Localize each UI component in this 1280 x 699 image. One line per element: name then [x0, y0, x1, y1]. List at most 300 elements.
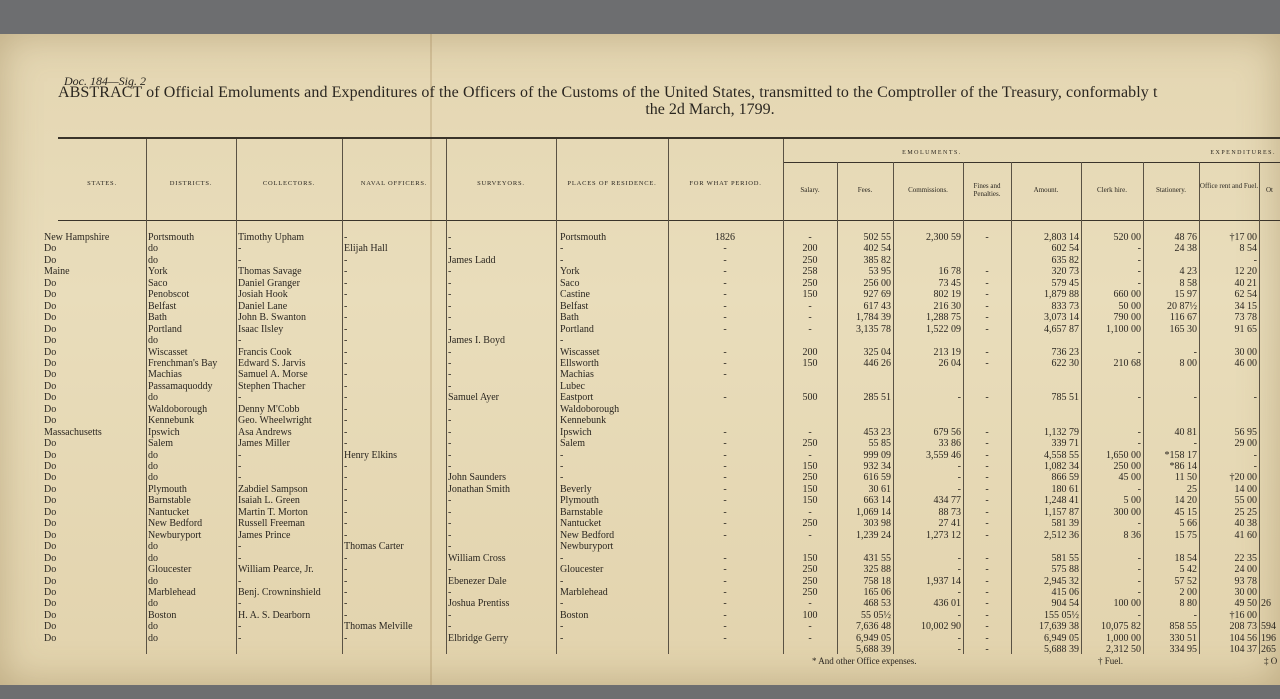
cell-place: Boston [560, 609, 589, 621]
cell-clerk-hire: 1,100 00 [1106, 323, 1141, 335]
cell-stationery: 20 87½ [1167, 300, 1197, 312]
cell-naval-officer: - [344, 564, 348, 576]
cell-collector: Geo. Wheelwright [238, 415, 312, 427]
cell-surveyor: - [448, 346, 452, 358]
cell-fines: - [985, 266, 989, 278]
cell-period: - [723, 426, 727, 438]
cell-clerk-hire: - [1137, 609, 1141, 621]
cell-salary: 200 [802, 346, 818, 358]
cell-stationery: 25 [1187, 483, 1197, 495]
cell-fines: - [985, 277, 989, 289]
cell-district: Salem [148, 438, 173, 450]
cell-commissions: - [957, 632, 961, 644]
cell-amount: 602 54 [1051, 243, 1079, 255]
cell-clerk-hire: - [1137, 575, 1141, 587]
cell-state: Do [44, 335, 57, 347]
cell-other: 26 [1261, 598, 1271, 610]
cell-collector: - [238, 449, 242, 461]
cell-stationery: 57 52 [1174, 575, 1197, 587]
cell-state: Do [44, 380, 57, 392]
cell-stationery: 11 50 [1174, 472, 1197, 484]
cell-place: Portland [560, 323, 594, 335]
cell-stationery: 48 76 [1174, 232, 1197, 243]
cell-fees: 446 26 [863, 357, 891, 369]
cell-state: Do [44, 472, 57, 484]
cell-salary: 258 [802, 266, 818, 278]
cell-place: Eastport [560, 392, 594, 404]
cell-collector: - [238, 598, 242, 610]
cell-fines: - [985, 495, 989, 507]
cell-amount: 1,132 79 [1044, 426, 1079, 438]
cell-state: Do [44, 552, 57, 564]
header-states: STATES. [87, 180, 117, 187]
cell-naval-officer: - [344, 323, 348, 335]
cell-surveyor: - [448, 621, 452, 633]
cell-commissions: 436 01 [933, 598, 961, 610]
cell-surveyor: - [448, 426, 452, 438]
cell-naval-officer: - [344, 518, 348, 530]
cell-place: Bath [560, 312, 579, 324]
cell-district: Bath [148, 312, 167, 324]
cell-clerk-hire: 50 00 [1118, 300, 1141, 312]
cell-commissions: - [957, 472, 961, 484]
cell-period: - [723, 449, 727, 461]
cell-amount: 736 23 [1051, 346, 1079, 358]
cell-collector: Timothy Upham [238, 232, 305, 243]
cell-district: Passamaquoddy [148, 380, 213, 392]
cell-state: Do [44, 289, 57, 301]
table-row [0, 381, 1280, 392]
table-row [0, 495, 1280, 506]
cell-collector: Benj. Crowninshield [238, 586, 321, 598]
cell-commissions: 802 19 [933, 289, 961, 301]
cell-district: Waldoborough [148, 403, 208, 415]
cell-fines: - [985, 289, 989, 301]
cell-surveyor: - [448, 266, 452, 278]
cell-commissions: - [957, 644, 961, 656]
cell-naval-officer: - [344, 357, 348, 369]
cell-amount: 320 73 [1051, 266, 1079, 278]
table-row [0, 415, 1280, 426]
cell-office-rent: 12 20 [1234, 266, 1257, 278]
cell-collector: Daniel Granger [238, 277, 300, 289]
table-title-date: the 2d March, 1799. [645, 101, 775, 118]
cell-stationery: 5 66 [1179, 518, 1197, 530]
table-row [0, 289, 1280, 300]
cell-surveyor: - [448, 403, 452, 415]
cell-fines: - [985, 518, 989, 530]
cell-place: Waldoborough [560, 403, 620, 415]
cell-fees: 165 06 [863, 586, 891, 598]
cell-district: New Bedford [148, 518, 203, 530]
cell-naval-officer: - [344, 506, 348, 518]
cell-office-rent: 40 38 [1234, 518, 1257, 530]
cell-period: - [723, 632, 727, 644]
cell-fees: 932 34 [863, 461, 891, 472]
cell-commissions: 1,288 75 [926, 312, 961, 324]
cell-collector: - [238, 335, 242, 347]
footnote-double-dagger: ‡ O [1264, 656, 1278, 666]
cell-salary: - [808, 449, 812, 461]
cell-naval-officer: - [344, 586, 348, 598]
cell-surveyor: Samuel Ayer [448, 392, 500, 404]
cell-salary: - [808, 312, 812, 324]
cell-surveyor: - [448, 277, 452, 289]
cell-surveyor: - [448, 323, 452, 335]
cell-place: - [560, 598, 564, 610]
cell-clerk-hire: - [1137, 243, 1141, 255]
cell-place: Ellsworth [560, 357, 599, 369]
cell-place: - [560, 472, 564, 484]
cell-salary: 200 [802, 243, 818, 255]
cell-state: Do [44, 529, 57, 541]
cell-amount: 1,248 41 [1044, 495, 1079, 507]
cell-amount: 904 54 [1051, 598, 1079, 610]
cell-commissions: - [957, 392, 961, 404]
cell-commissions: 33 86 [938, 438, 961, 450]
cell-fees: 7,636 48 [856, 621, 891, 633]
cell-collector: Russell Freeman [238, 518, 305, 530]
cell-district: do [148, 392, 158, 404]
cell-office-rent: 25 25 [1234, 506, 1257, 518]
cell-district: do [148, 621, 158, 633]
cell-fines: - [985, 552, 989, 564]
cell-amount: 6,949 05 [1044, 632, 1079, 644]
cell-collector: Denny M'Cobb [238, 403, 300, 415]
cell-fees: 999 09 [863, 449, 891, 461]
cell-salary: 250 [802, 586, 818, 598]
cell-period: - [723, 243, 727, 255]
cell-period: - [723, 254, 727, 266]
cell-collector: - [238, 243, 242, 255]
header-salary: Salary. [800, 186, 820, 194]
cell-stationery: 2 00 [1179, 586, 1197, 598]
cell-district: Barnstable [148, 495, 191, 507]
table-title: ABSTRACT of Official Emoluments and Expenditures of the Officers of the Customs of the United States, transmitted to the Comptroller of the Treasury, conformably t [58, 84, 1158, 101]
cell-state: Do [44, 300, 57, 312]
cell-surveyor: - [448, 232, 452, 243]
table-row [0, 335, 1280, 346]
cell-salary: 150 [802, 552, 818, 564]
table-row [0, 450, 1280, 461]
cell-office-rent: †20 00 [1229, 472, 1257, 484]
header-commissions: Commissions. [908, 186, 948, 194]
cell-fees: 616 59 [863, 472, 891, 484]
header-bottom-rule [58, 220, 1280, 221]
cell-stationery: 5 42 [1179, 564, 1197, 576]
cell-state: Do [44, 449, 57, 461]
cell-commissions: 10,002 90 [921, 621, 961, 633]
cell-district: Wiscasset [148, 346, 188, 358]
cell-fees: 30 61 [868, 483, 891, 495]
cell-office-rent: - [1253, 461, 1257, 472]
cell-surveyor: - [448, 495, 452, 507]
cell-salary: 500 [802, 392, 818, 404]
cell-period: - [723, 586, 727, 598]
table-row [0, 507, 1280, 518]
cell-collector: - [238, 254, 242, 266]
cell-clerk-hire: 2,312 50 [1106, 644, 1141, 656]
cell-place: Plymouth [560, 495, 599, 507]
document-page [0, 34, 1280, 685]
cell-office-rent: - [1253, 449, 1257, 461]
cell-salary: 250 [802, 518, 818, 530]
cell-period: - [723, 506, 727, 518]
cell-salary: 250 [802, 277, 818, 289]
cell-fees: 1,784 39 [856, 312, 891, 324]
cell-period: - [723, 529, 727, 541]
cell-amount: 1,879 88 [1044, 289, 1079, 301]
cell-surveyor: - [448, 564, 452, 576]
cell-collector: Josiah Hook [238, 289, 288, 301]
cell-amount: 415 06 [1051, 586, 1079, 598]
cell-surveyor: - [448, 609, 452, 621]
cell-district: Newburyport [148, 529, 202, 541]
cell-surveyor: Jonathan Smith [448, 483, 510, 495]
header-stationery: Stationery. [1155, 186, 1187, 194]
table-row [0, 347, 1280, 358]
cell-naval-officer: - [344, 472, 348, 484]
cell-surveyor: - [448, 357, 452, 369]
table-row [0, 358, 1280, 369]
cell-naval-officer: - [344, 598, 348, 610]
cell-surveyor: - [448, 415, 452, 427]
cell-state: New Hampshire [44, 232, 110, 243]
table-row [0, 312, 1280, 323]
table-row [0, 633, 1280, 644]
cell-district: do [148, 335, 158, 347]
cell-state: Do [44, 323, 57, 335]
cell-clerk-hire: 100 00 [1113, 598, 1141, 610]
cell-fees: 663 14 [863, 495, 891, 507]
cell-district: Marblehead [148, 586, 196, 598]
cell-salary: 150 [802, 357, 818, 369]
cell-stationery: 40 81 [1174, 426, 1197, 438]
cell-stationery: 334 95 [1169, 644, 1197, 656]
cell-office-rent: 34 15 [1234, 300, 1257, 312]
cell-state: Massachusetts [44, 426, 102, 438]
header-districts: DISTRICTS. [169, 180, 213, 187]
cell-commissions: 679 56 [933, 426, 961, 438]
cell-office-rent: 14 00 [1234, 483, 1257, 495]
cell-office-rent: 46 00 [1234, 357, 1257, 369]
cell-other: 594 [1261, 621, 1276, 633]
cell-fees: 927 69 [863, 289, 891, 301]
cell-amount: 17,639 38 [1039, 621, 1079, 633]
cell-office-rent: 29 00 [1234, 438, 1257, 450]
cell-period: - [723, 621, 727, 633]
cell-commissions: 1,937 14 [926, 575, 961, 587]
cell-district: York [148, 266, 168, 278]
cell-stationery: 14 20 [1174, 495, 1197, 507]
cell-district: do [148, 449, 158, 461]
cell-amount: 833 73 [1051, 300, 1079, 312]
cell-place: Wiscasset [560, 346, 600, 358]
cell-naval-officer: Elijah Hall [344, 243, 388, 255]
cell-period: - [723, 564, 727, 576]
cell-clerk-hire: 250 00 [1113, 461, 1141, 472]
cell-surveyor: James I. Boyd [448, 335, 505, 347]
cell-district: Ipswich [148, 426, 180, 438]
cell-collector: - [238, 575, 242, 587]
cell-stationery: 24 38 [1174, 243, 1197, 255]
cell-office-rent: 22 35 [1234, 552, 1257, 564]
cell-state: Do [44, 609, 57, 621]
cell-surveyor: - [448, 300, 452, 312]
cell-district: do [148, 552, 158, 564]
cell-stationery: 116 67 [1169, 312, 1197, 324]
cell-state: Do [44, 621, 57, 633]
cell-clerk-hire: - [1137, 346, 1141, 358]
cell-period: - [723, 598, 727, 610]
cell-place: Newburyport [560, 541, 614, 553]
cell-place: - [560, 254, 564, 266]
cell-fees: 285 51 [863, 392, 891, 404]
cell-naval-officer: - [344, 483, 348, 495]
cell-district: Kennebunk [148, 415, 195, 427]
cell-fees: 53 95 [868, 266, 891, 278]
cell-stationery: - [1193, 346, 1197, 358]
cell-collector: - [238, 461, 242, 472]
cell-commissions: 213 19 [933, 346, 961, 358]
cell-office-rent: 93 78 [1234, 575, 1257, 587]
cell-office-rent: 55 00 [1234, 495, 1257, 507]
cell-amount: 2,945 32 [1044, 575, 1079, 587]
cell-office-rent: 91 65 [1234, 323, 1257, 335]
cell-fines: - [985, 323, 989, 335]
cell-amount: 622 30 [1051, 357, 1079, 369]
cell-clerk-hire: 1,000 00 [1106, 632, 1141, 644]
cell-fees: 453 23 [863, 426, 891, 438]
cell-clerk-hire: 660 00 [1113, 289, 1141, 301]
table-row [0, 427, 1280, 438]
cell-district: Gloucester [148, 564, 192, 576]
cell-naval-officer: - [344, 461, 348, 472]
cell-clerk-hire: 790 00 [1113, 312, 1141, 324]
cell-commissions: 2,300 59 [926, 232, 961, 243]
table-row [0, 530, 1280, 541]
cell-place: York [560, 266, 580, 278]
cell-collector: James Prince [238, 529, 291, 541]
cell-naval-officer: - [344, 403, 348, 415]
cell-state: Do [44, 392, 57, 404]
cell-commissions: 26 04 [938, 357, 961, 369]
cell-state: Do [44, 369, 57, 381]
cell-fees: 758 18 [863, 575, 891, 587]
cell-salary: - [808, 232, 812, 243]
cell-office-rent: 8 54 [1239, 243, 1257, 255]
cell-office-rent: 30 00 [1234, 346, 1257, 358]
cell-naval-officer: - [344, 335, 348, 347]
cell-clerk-hire: - [1137, 426, 1141, 438]
cell-state: Do [44, 346, 57, 358]
cell-collector: John B. Swanton [238, 312, 307, 324]
cell-office-rent: 40 21 [1234, 277, 1257, 289]
cell-district: do [148, 472, 158, 484]
cell-stationery: *158 17 [1164, 449, 1197, 461]
cell-amount: 2,512 36 [1044, 529, 1079, 541]
table-row [0, 576, 1280, 587]
cell-district: Portland [148, 323, 182, 335]
header-collectors: COLLECTORS. [262, 180, 316, 187]
cell-amount: 1,082 34 [1044, 461, 1079, 472]
header-naval-officers: NAVAL OFFICERS. [360, 180, 428, 187]
cell-collector: James Miller [238, 438, 290, 450]
cell-salary: - [808, 506, 812, 518]
cell-stationery: 8 80 [1179, 598, 1197, 610]
cell-salary: - [808, 632, 812, 644]
cell-period: - [723, 461, 727, 472]
cell-salary: - [808, 529, 812, 541]
header-top-rule [58, 137, 1280, 139]
table-row [0, 301, 1280, 312]
cell-fees: 617 43 [863, 300, 891, 312]
cell-fees: 6,949 05 [856, 632, 891, 644]
cell-amount: 4,558 55 [1044, 449, 1079, 461]
cell-stationery: 15 97 [1174, 289, 1197, 301]
cell-district: Nantucket [148, 506, 190, 518]
cell-amount: 155 05½ [1044, 609, 1079, 621]
cell-amount: 1,157 87 [1044, 506, 1079, 518]
cell-stationery: - [1193, 438, 1197, 450]
header-fees: Fees. [857, 186, 873, 194]
cell-state: Maine [44, 266, 70, 278]
header-amount: Amount. [1033, 186, 1059, 194]
cell-salary: - [808, 426, 812, 438]
cell-naval-officer: - [344, 300, 348, 312]
cell-district: Portsmouth [148, 232, 195, 243]
cell-salary: - [808, 621, 812, 633]
cell-clerk-hire: 1,650 00 [1106, 449, 1141, 461]
cell-fines: - [985, 586, 989, 598]
table-row [0, 621, 1280, 632]
cell-fines: - [985, 300, 989, 312]
cell-amount: 581 39 [1051, 518, 1079, 530]
cell-collector: - [238, 621, 242, 633]
cell-fees: 303 98 [863, 518, 891, 530]
cell-fees: 256 00 [863, 277, 891, 289]
cell-surveyor: - [448, 586, 452, 598]
cell-state: Do [44, 312, 57, 324]
cell-fines: - [985, 506, 989, 518]
cell-stationery: - [1193, 392, 1197, 404]
cell-commissions: 16 78 [938, 266, 961, 278]
cell-fees: 431 55 [863, 552, 891, 564]
cell-collector: Asa Andrews [238, 426, 292, 438]
cell-other: 196 [1261, 632, 1276, 644]
cell-office-rent: 104 56 [1229, 632, 1257, 644]
cell-state: Do [44, 506, 57, 518]
cell-period: - [723, 483, 727, 495]
footnote-dagger: † Fuel. [1098, 656, 1124, 666]
cell-naval-officer: - [344, 632, 348, 644]
cell-state: Do [44, 461, 57, 472]
cell-state: Do [44, 495, 57, 507]
cell-office-rent: 24 00 [1234, 564, 1257, 576]
table-row [0, 644, 1280, 655]
cell-period: - [723, 609, 727, 621]
cell-collector: Isaac Ilsley [238, 323, 284, 335]
cell-collector: Samuel A. Morse [238, 369, 308, 381]
cell-collector: - [238, 472, 242, 484]
cell-place: - [560, 575, 564, 587]
cell-amount: 5,688 39 [1044, 644, 1079, 656]
cell-collector: - [238, 392, 242, 404]
cell-collector: Francis Cook [238, 346, 292, 358]
cell-period: - [723, 357, 727, 369]
table-row [0, 278, 1280, 289]
cell-district: do [148, 575, 158, 587]
